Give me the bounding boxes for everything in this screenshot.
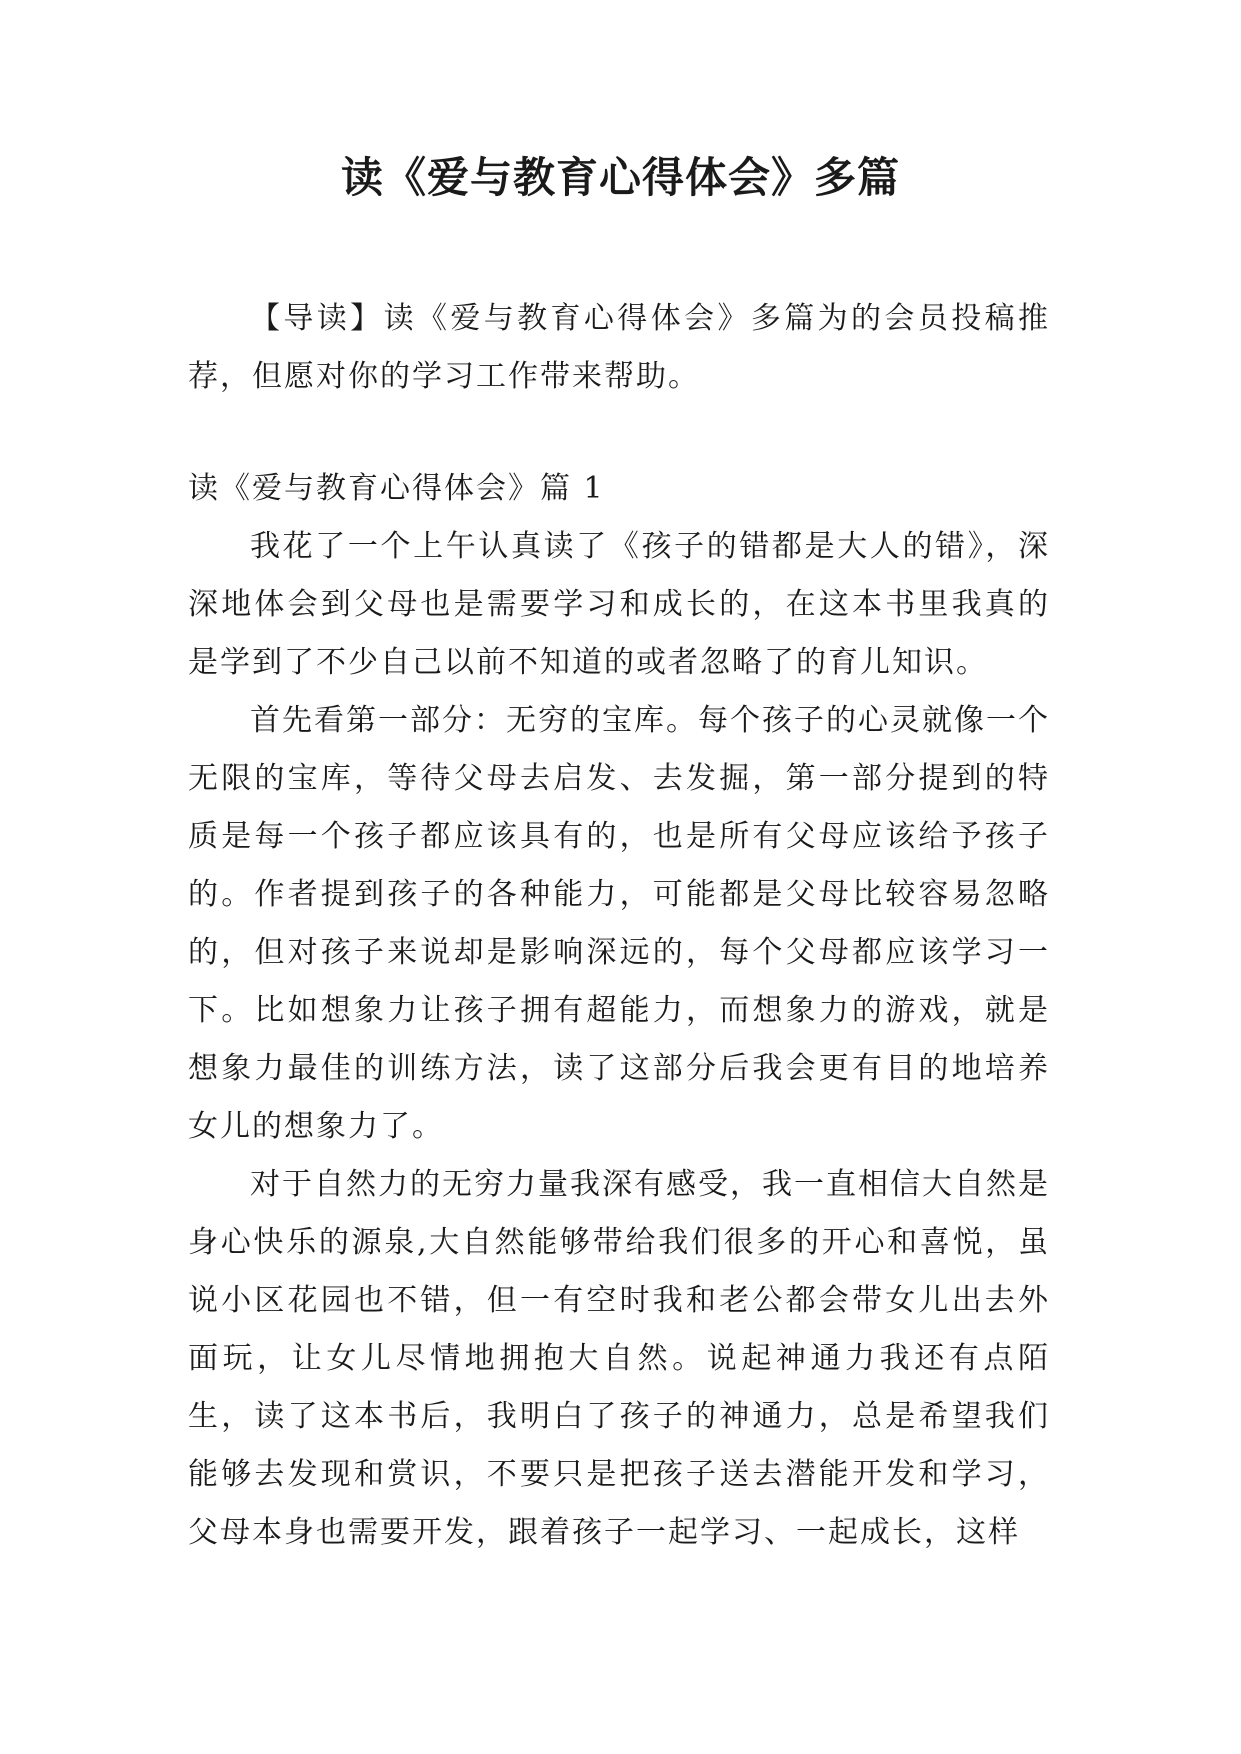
intro-paragraph: 【导读】读《爱与教育心得体会》多篇为的会员投稿推荐，但愿对你的学习工作带来帮助。 — [188, 301, 1050, 394]
section-heading: 读《爱与教育心得体会》篇 1 — [188, 471, 605, 506]
body-paragraph-2: 首先看第一部分：无穷的宝库。每个孩子的心灵就像一个无限的宝库，等待父母去启发、去发掘，第一部分提到的特质是每一个孩子都应该具有的，也是所有父母应该给予孩子的。作者提到孩子的各种能力，可能都是父母比较容易忽略的，但对孩子来说却是影响深远的，每个父母都应该学习一下。比如想象力让孩子拥有超能力，而想象力的游戏，就是想象力最佳的训练方法，读了这部分后我会更有目的地培养女儿的想象力了。 — [188, 703, 1050, 1144]
body-paragraph-3: 对于自然力的无穷力量我深有感受，我一直相信大自然是身心快乐的源泉,大自然能够带给我们很多的开心和喜悦，虽说小区花园也不错，但一有空时我和老公都会带女儿出去外面玩，让女儿尽情地拥抱大自然。说起神通力我还有点陌生，读了这本书后，我明白了孩子的神通力，总是希望我们能够去发现和赏识，不要只是把孩子送去潜能开发和学习，父母本身也需要开发，跟着孩子一起学习、一起成长，这样 — [188, 1167, 1050, 1550]
document-body — [188, 290, 1050, 1562]
document-title: 读《爱与教育心得体会》多篇 — [340, 153, 900, 202]
body-paragraph-1: 我花了一个上午认真读了《孩子的错都是大人的错》，深深地体会到父母也是需要学习和成长的，在这本书里我真的是学到了不少自己以前不知道的或者忽略了的育儿知识。 — [188, 529, 1050, 680]
